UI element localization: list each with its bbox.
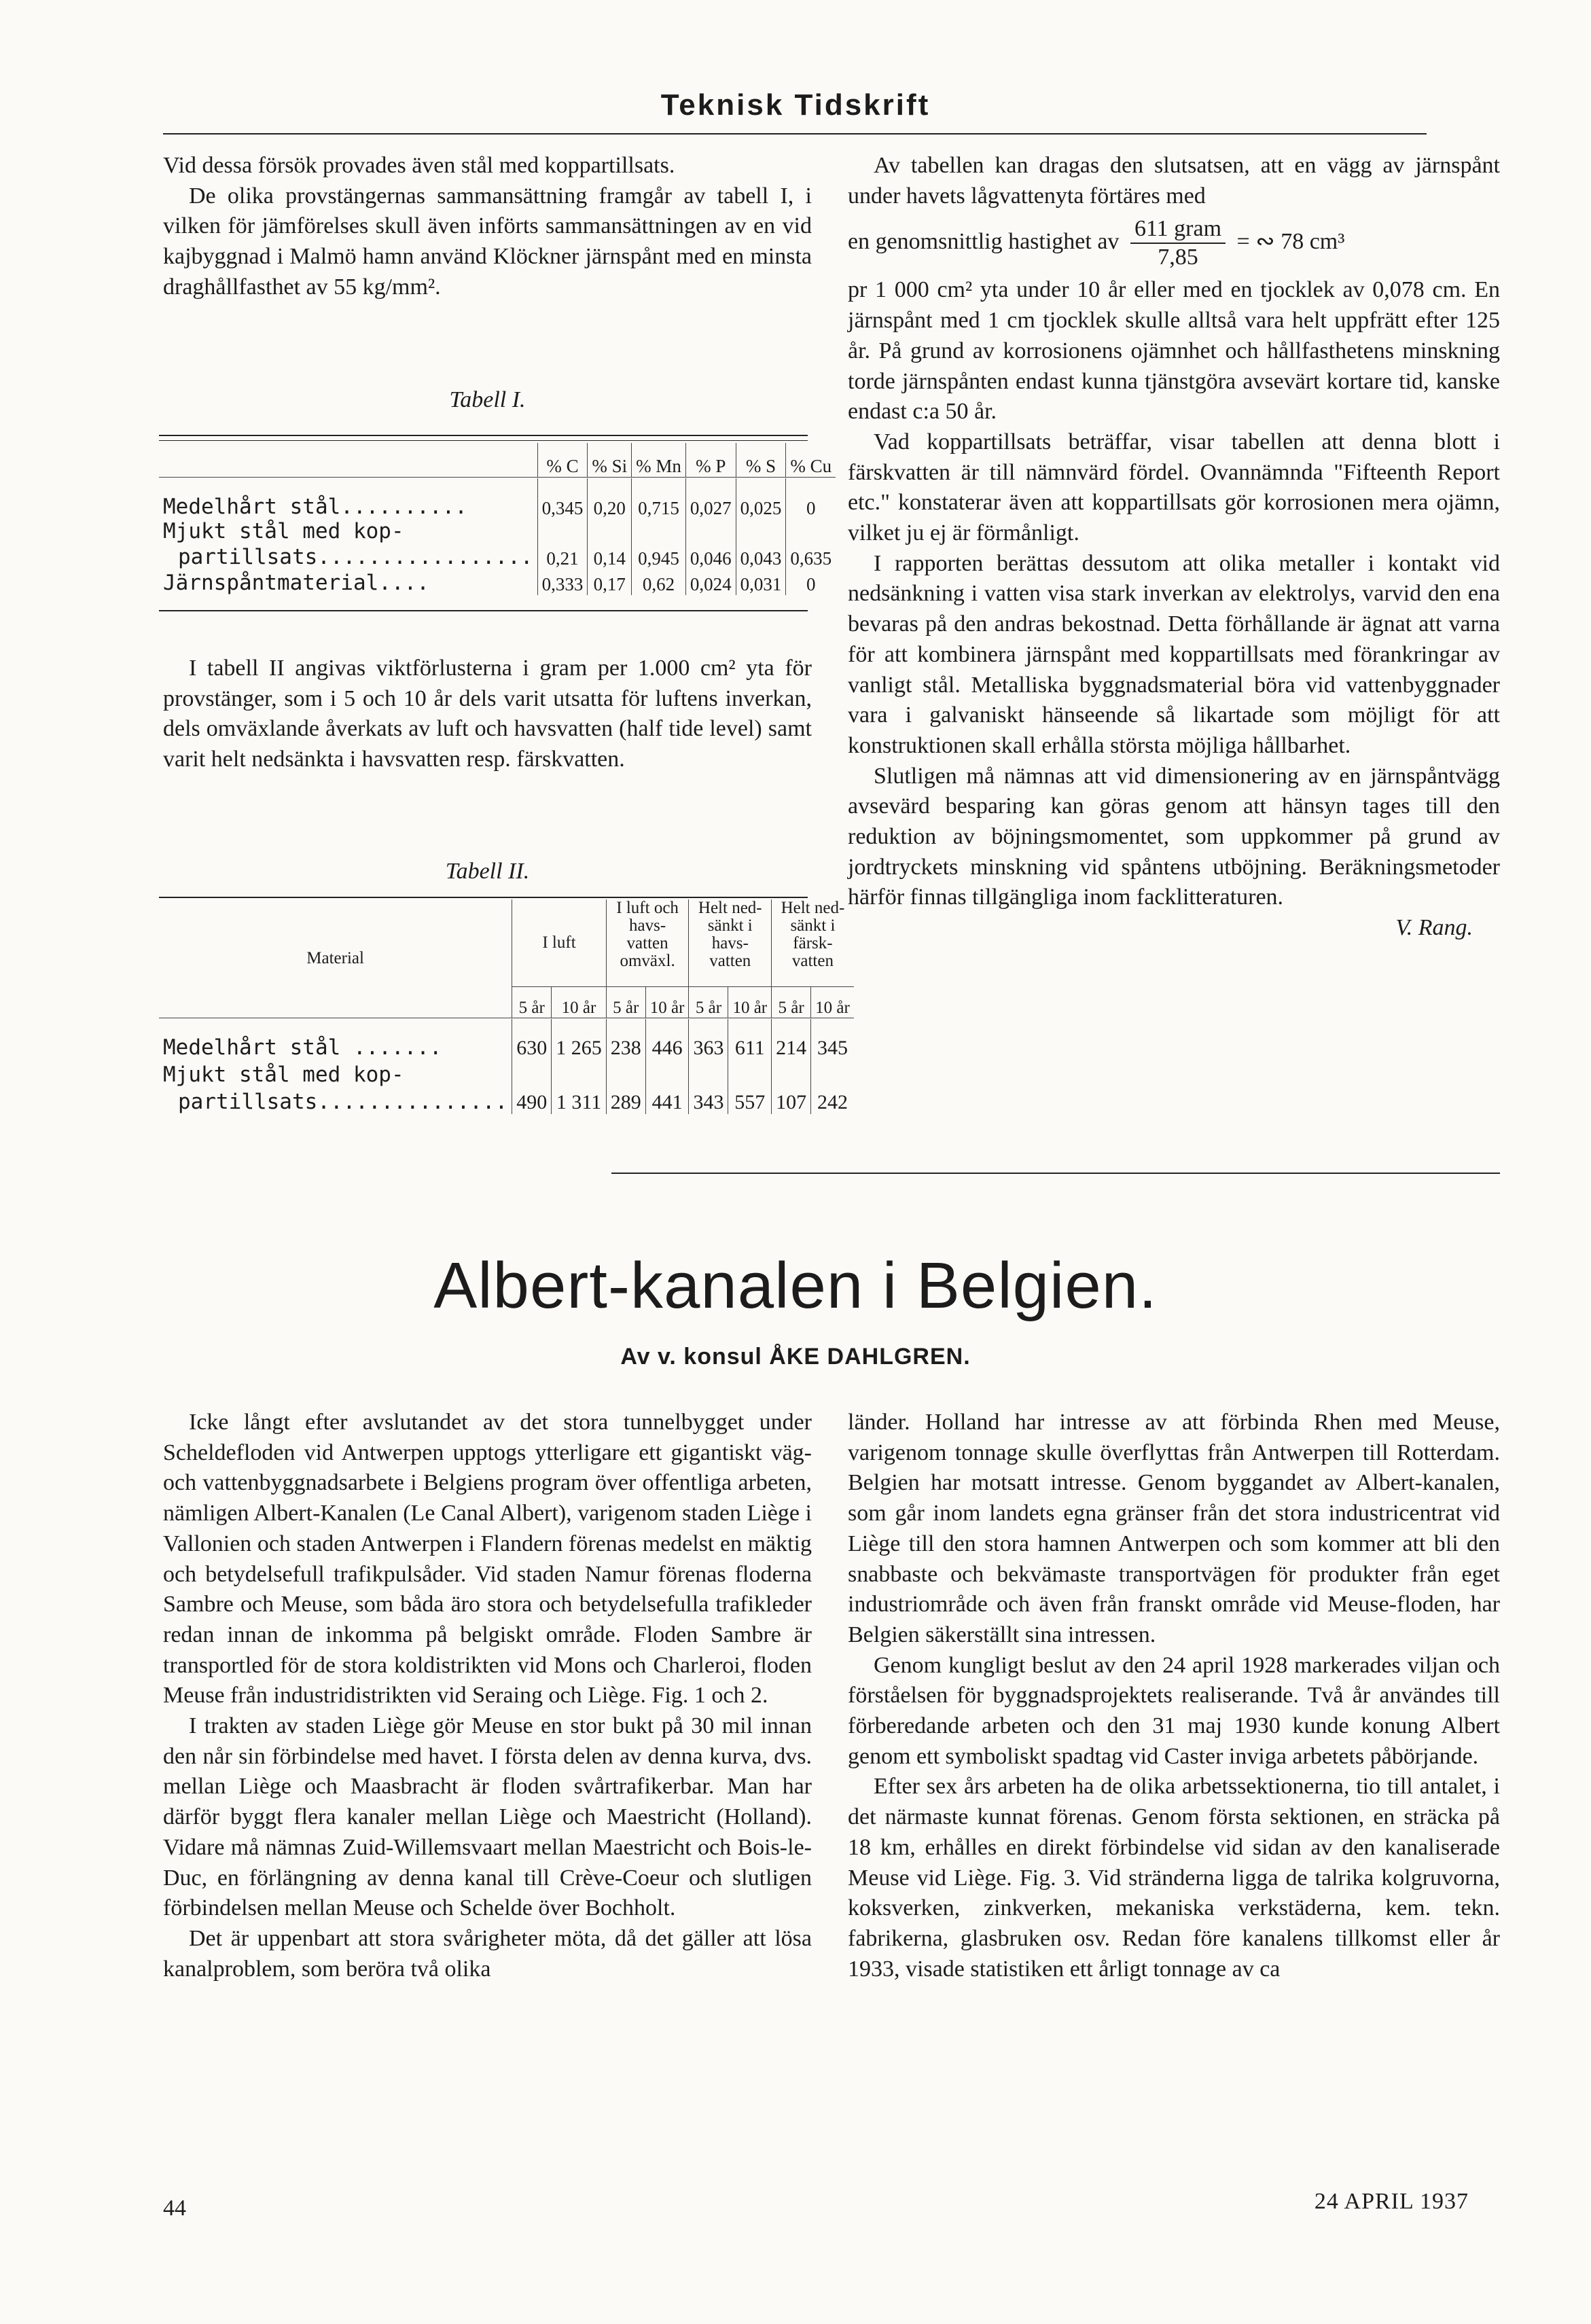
issue-date: 24 APRIL 1937 [1314, 2189, 1469, 2214]
paragraph: Efter sex års arbeten ha de olika arbetssektionerna, tio till antalet, i det närmaste kunnat förenas. Genom första sektionen, en sträcka på 18 km, erhålles en direkt förbindelse vid sidan av den kanaliserade Meuse vid Liège. Fig. 3. Vid stränderna ligga de talrika kolgruvorna, koksverken, zinkverken, mekaniska verkstäderna, kem. tekn. fabrikerna, glasbruken osv. Redan före kanalens tillkomst eller år 1933, visade statistiken ett årligt tonnage av ca [848, 1774, 1500, 1982]
column-header: I luft och havs-vatten omväxl. [606, 899, 689, 986]
paragraph: I tabell II angivas viktförlusterna i gram per 1.000 cm² yta för provstänger, som i 5 och 10 år dels varit utsatta för luftens inverkan, dels omväxlande åverkats av luft och havsvatten (half tide level) samt varit helt nedsänkta i havsvatten resp. färskvatten. [163, 656, 812, 772]
paragraph: Vid dessa försök provades även stål med koppartillsats. [163, 153, 675, 178]
right-top-column [848, 151, 1500, 944]
signature: V. Rang. [1395, 915, 1473, 941]
masthead: Teknisk Tidskrift [660, 88, 931, 122]
table-row: Medelhårt stål ....... 630 1 265 238 446 363 611 214 345 [159, 1019, 854, 1060]
table1-header-row [159, 443, 836, 477]
paragraph: I trakten av staden Liège gör Meuse en stor bukt på 30 mil innan den når sin förbindelse med havet. I första delen av denna kurva, dvs. mellan Liège och Maasbracht är floden svårtrafikerbar. Man har därför byggt flera kanaler mellan Liège och Maestricht (Holland). Vidare må nämnas Zuid-Willemsvaart mellan Maestricht och Bois-le-Duc, en förlängning av denna kanal till Crève-Coeur och slutligen förbindelsen mellan Meuse och Schelde över Bochholt. [163, 1713, 812, 1921]
column-header: % Mn [632, 443, 686, 477]
right-bottom-column [848, 1408, 1500, 1984]
paragraph: Genom kungligt beslut av den 24 april 1928 markerades viljan och förståelsen för byggnadsprojektets realiserande. Två år användes till förberedande arbeten och den 31 maj 1930 kunde konung Albert genom ett symboliskt spadtag vid Caster inviga arbetets påbörjande. [848, 1652, 1500, 1769]
table1-caption: Tabell I. [449, 387, 526, 412]
table-row: Mjukt stål med kop- [159, 519, 836, 543]
column-header: Material [306, 948, 364, 967]
paragraph: Vad koppartillsats beträffar, visar tabellen att denna blott i färskvatten är till nämnvärd fördel. Ovannämnda "Fifteenth Report etc." konstaterar även att koppartillsats gör korrosionen mera ojämn, vilket ju ej är förmånligt. [848, 429, 1500, 546]
paragraph: Av tabellen kan dragas den slutsatsen, att en vägg av järnspånt under havets lågvattenyta förtäres med [848, 153, 1500, 209]
paragraph: länder. Holland har intresse av att förbinda Rhen med Meuse, varigenom tonnage skulle överflyttas från Antwerpen till Rotterdam. Belgien har motsatt intresse. Genom byggandet av Albert-kanalen, som går inom landets egna gränser från det stora industricentrat vid Liège till den stora hamnen Antwerpen och som kommer att bli den snabbaste och bekvämaste transportvägen för produkter från eget industriområde och även från franskt område vid Meuse-floden, har Belgien säkerställt sina intressen. [848, 1410, 1500, 1647]
table-row: partillsats................. 0,21 0,14 0,945 0,046 0,043 0,635 [159, 543, 836, 569]
formula: en genomsnittlig hastighet av $\frac{\text{611 gram}}{7,85}$ = ∾ 78 cm³ [848, 216, 1345, 270]
table-row: partillsats............... 490 1 311 289 441 343 557 107 242 [159, 1087, 854, 1114]
table-row: Mjukt stål med kop- [159, 1060, 854, 1087]
fraction: $\frac{\text{611 gram}}{7,85}$ [1130, 215, 1226, 271]
paragraph: Slutligen må nämnas att vid dimensionering av en järnspåntvägg avsevärd besparing kan göras genom att hänsyn tages till den reduktion av böjningsmomentet, som uppkommer på grund av jordtryckets minskning vid spåntens utböjning. Beräkningsmetoder härför finnas tillgängliga inom facklitteraturen. [848, 763, 1500, 910]
left-top-column-2 [163, 654, 812, 775]
table-row: Medelhårt stål.......... 0,345 0,20 0,715 0,027 0,025 0 [159, 478, 836, 519]
table-row: Järnspåntmaterial.... 0,333 0,17 0,62 0,024 0,031 0 [159, 569, 836, 595]
paragraph: Det är uppenbart att stora svårigheter möta, då det gäller att lösa kanalproblem, som beröra två olika [163, 1925, 812, 1982]
left-bottom-column [163, 1408, 812, 1984]
table2-caption: Tabell II. [445, 859, 530, 884]
column-header: % P [685, 443, 736, 477]
table2 [159, 899, 854, 1114]
article-byline: Av v. konsul ÅKE DAHLGREN. [620, 1344, 971, 1370]
column-header: % Si [588, 443, 632, 477]
column-header: Helt ned-sänkt i havs-vatten [689, 899, 772, 986]
page-number: 44 [163, 2196, 186, 2221]
paragraph: De olika provstängernas sammansättning framgår av tabell I, i vilken för jämförelses skull även införts sammansättningen av en vid kajbyggnad i Malmö hamn använd Klöckner järnspånt med en minsta draghållfasthet av 55 kg/mm². [163, 183, 812, 300]
table1 [159, 443, 836, 595]
column-header: I luft [512, 899, 607, 986]
masthead-rule [163, 133, 1427, 135]
table2-header-row [159, 899, 854, 986]
paragraph: I rapporten berättas dessutom att olika metaller i kontakt vid nedsänkning i vatten visa stark inverkan av elektrolys, varvid den ena bevaras på den andras bekostnad. Detta förhållande är ägnat att varna för att kombinera järnspånt med koppartillsats med förankringar av vanligt stål. Metalliska byggnadsmaterial böra vid vattenbyggnader vara i galvaniskt hänseende så likartade som möjligt för att konstruktionen skall erhålla största möjliga hållbarhet. [848, 550, 1500, 758]
column-header: % C [537, 443, 588, 477]
column-header: % Cu [786, 443, 836, 477]
article-title: Albert-kanalen i Belgien. [433, 1249, 1158, 1322]
column-header: % S [736, 443, 786, 477]
paragraph: pr 1 000 cm² yta under 10 år eller med en tjocklek av 0,078 cm. En järnspånt med 1 cm tjocklek skulle alltså vara helt uppfrätt efter 125 år. På grund av korrosionens ojämnhet och hållfasthetens minskning torde järnspånten endast kunna tjänstgöra avsevärt kortare tid, kanske endast c:a 50 år. [848, 277, 1500, 425]
column-header: Helt ned-sänkt i färsk-vatten [772, 899, 854, 986]
table2-year-row: 5 år 10 år 5 år 10 år 5 år 10 år 5 år 10 år [159, 986, 854, 1018]
left-top-column [163, 151, 812, 303]
paragraph: Icke långt efter avslutandet av det stora tunnelbygget under Scheldefloden vid Antwerpen upptogs ytterligare ett gigantiskt väg- och vattenbyggnadsarbete i Belgiens program över offentliga arbeten, nämligen Albert-Kanalen (Le Canal Albert), varigenom staden Liège i Vallonien och staden Antwerpen i Flandern förenas medelst en mäktig och betydelsefull trafikpulsåder. Vid staden Namur förenas floderna Sambre och Meuse, som båda äro stora och betydelsefulla trafikleder redan innan de inkomma på belgiskt område. Floden Sambre är transportled för de stora koldistrikten vid Mons och Charleroi, floden Meuse från industridistrikten vid Seraing och Liège. Fig. 1 och 2. [163, 1410, 812, 1709]
article-separator [611, 1173, 1500, 1174]
